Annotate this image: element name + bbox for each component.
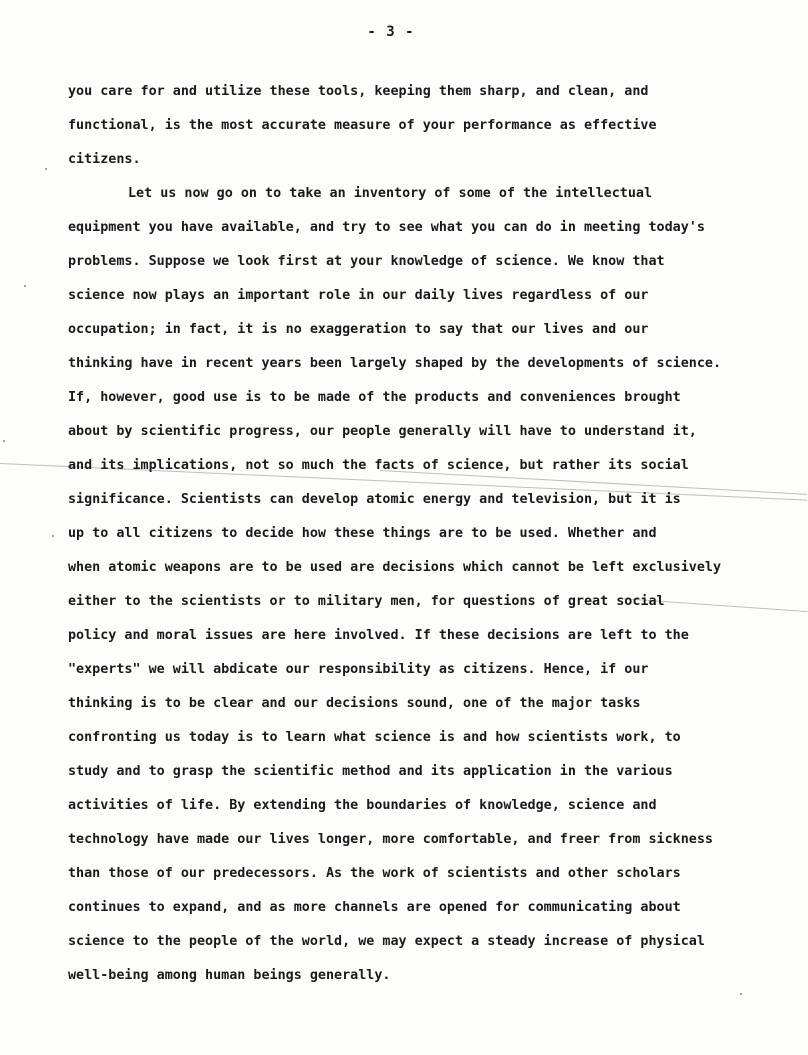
text-line: continues to expand, and as more channels are opened for communicating about <box>68 900 681 915</box>
text-line: functional, is the most accurate measure of your performance as effective <box>68 118 657 133</box>
text-line: "experts" we will abdicate our responsibility as citizens. Hence, if our <box>68 662 649 677</box>
text-line: confronting us today is to learn what science is and how scientists work, to <box>68 730 681 745</box>
text-line: well-being among human beings generally. <box>68 968 391 983</box>
page-number: - 3 - <box>367 24 415 40</box>
text-line: about by scientific progress, our people generally will have to understand it, <box>68 424 697 439</box>
text-line: up to all citizens to decide how these things are to be used. Whether and <box>68 526 657 541</box>
text-line: you care for and utilize these tools, keeping them sharp, and clean, and <box>68 84 649 99</box>
body-text <box>68 75 768 993</box>
text-line: technology have made our lives longer, more comfortable, and freer from sickness <box>68 832 713 847</box>
text-line: than those of our predecessors. As the work of scientists and other scholars <box>68 866 681 881</box>
text-line: If, however, good use is to be made of the products and conveniences brought <box>68 390 681 405</box>
text-line: study and to grasp the scientific method and its application in the various <box>68 764 673 779</box>
text-line: science now plays an important role in our daily lives regardless of our <box>68 288 649 303</box>
text-line: science to the people of the world, we may expect a steady increase of physical <box>68 934 705 949</box>
text-line: equipment you have available, and try to see what you can do in meeting today's <box>68 220 705 235</box>
text-line: thinking is to be clear and our decisions sound, one of the major tasks <box>68 696 641 711</box>
text-line: problems. Suppose we look first at your knowledge of science. We know that <box>68 254 665 269</box>
text-line: and its implications, not so much the facts of science, but rather its social <box>68 458 689 473</box>
text-line: significance. Scientists can develop atomic energy and television, but it is <box>68 492 681 507</box>
scan-speck <box>52 535 54 537</box>
scan-speck <box>3 440 5 442</box>
paragraph-first-line: Let us now go on to take an inventory of some of the intellectual <box>128 186 653 201</box>
text-line: when atomic weapons are to be used are decisions which cannot be left exclusively <box>68 560 722 575</box>
text-line: thinking have in recent years been largely shaped by the developments of science. <box>68 356 722 371</box>
scan-speck <box>24 285 26 287</box>
scan-speck <box>45 168 47 170</box>
text-line: either to the scientists or to military men, for questions of great social <box>68 594 665 609</box>
text-line: activities of life. By extending the boundaries of knowledge, science and <box>68 798 657 813</box>
scan-speck <box>740 993 742 995</box>
text-line: policy and moral issues are here involved. If these decisions are left to the <box>68 628 689 643</box>
text-line: occupation; in fact, it is no exaggeration to say that our lives and our <box>68 322 649 337</box>
text-line: citizens. <box>68 152 141 167</box>
